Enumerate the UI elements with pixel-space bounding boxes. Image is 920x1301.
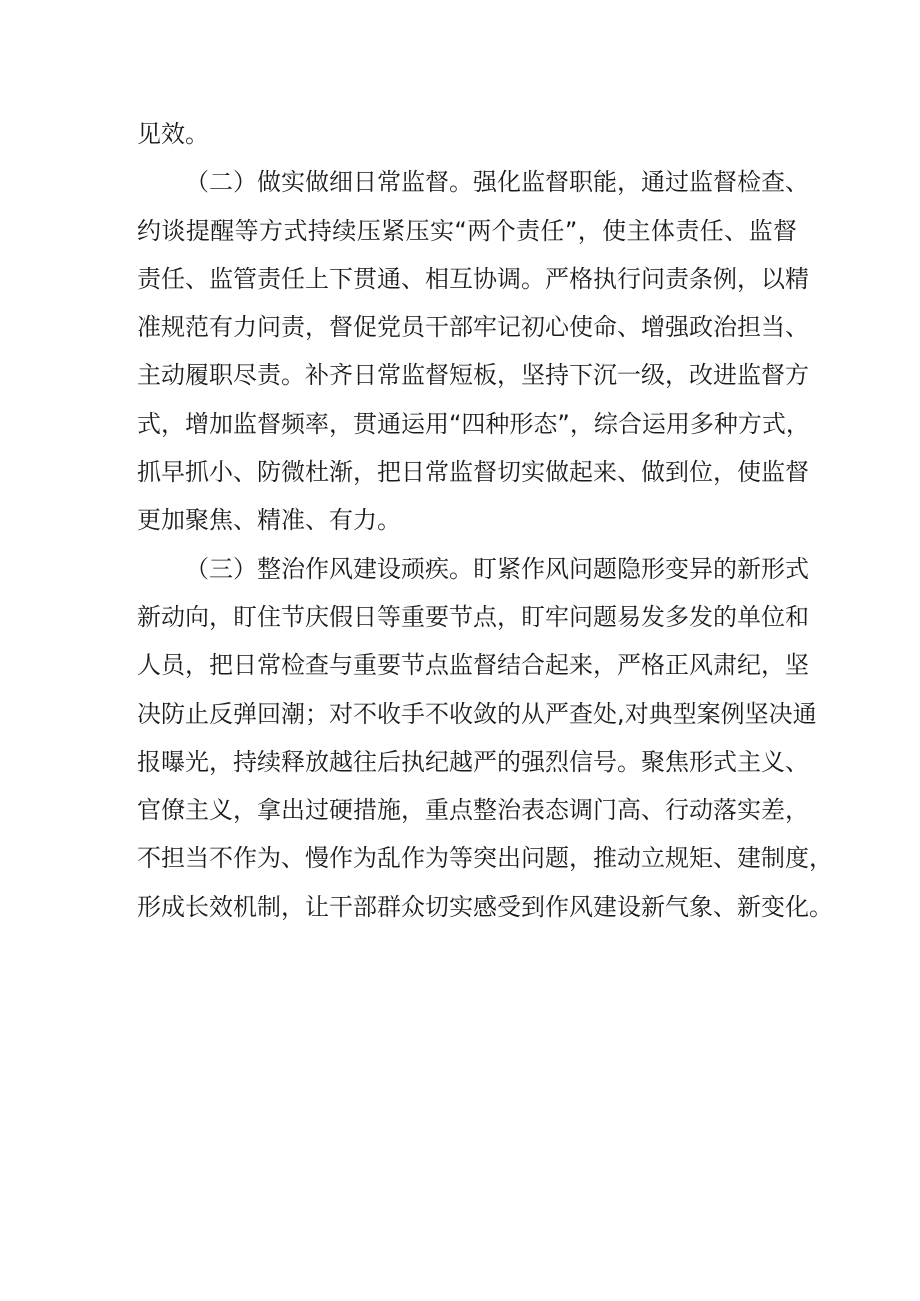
text-line: 抓早抓小、防微杜渐，把日常监督切实做起来、做到位，使监督	[137, 458, 809, 487]
text-line: 官僚主义，拿出过硬措施，重点整治表态调门高、行动落实差，	[137, 796, 809, 825]
text-line: 不担当不作为、慢作为乱作为等突出问题，推动立规矩、建制度，	[137, 844, 833, 873]
text-line: 式，增加监督频率，贯通运用“四种形态”，综合运用多种方式，	[137, 409, 810, 438]
text-line: 人员，把日常检查与重要节点监督结合起来，严格正风肃纪，坚	[137, 651, 809, 680]
body-text	[137, 110, 833, 931]
text-line: 报曝光，持续释放越往后执纪越严的强烈信号。聚焦形式主义、	[137, 747, 809, 776]
text-line-section-heading-3: （三）整治作风建设顽疾。盯紧作风问题隐形变异的新形式	[185, 554, 809, 583]
text-line: 准规范有力问责，督促党员干部牢记初心使命、增强政治担当、	[137, 313, 809, 342]
text-line: 形成长效机制，让干部群众切实感受到作风建设新气象、新变化。	[137, 892, 833, 921]
text-line: 决防止反弹回潮；对不收手不收敛的从严查处,对典型案例坚决通	[137, 699, 817, 728]
text-line: 主动履职尽责。补齐日常监督短板，坚持下沉一级，改进监督方	[137, 361, 809, 390]
text-line-paragraph-end: 见效。	[137, 120, 209, 148]
text-line: 约谈提醒等方式持续压紧压实“两个责任”，使主体责任、监督	[137, 216, 797, 245]
text-line-section-heading-2: （二）做实做细日常监督。强化监督职能，通过监督检查、	[185, 168, 809, 197]
text-line: 责任、监管责任上下贯通、相互协调。严格执行问责条例，以精	[137, 264, 809, 293]
text-line-paragraph-end: 更加聚焦、精准、有力。	[137, 506, 401, 535]
text-line: 新动向，盯住节庆假日等重要节点，盯牢问题易发多发的单位和	[137, 602, 809, 631]
